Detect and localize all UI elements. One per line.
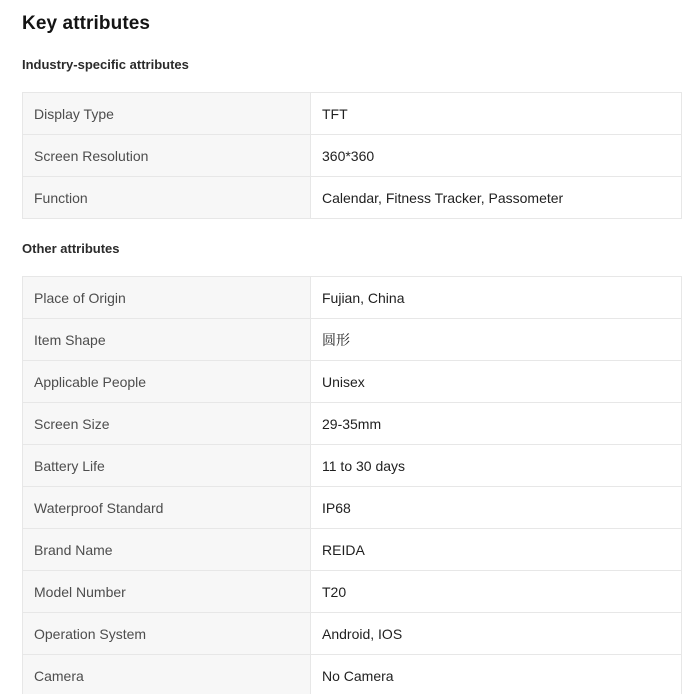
table-row: [23, 655, 682, 694]
attribute-value: Calendar, Fitness Tracker, Passometer: [311, 177, 682, 219]
attribute-label: Operation System: [23, 613, 311, 655]
attribute-label: Screen Size: [23, 403, 311, 445]
attribute-value: 圆形: [311, 319, 682, 361]
attribute-value: TFT: [311, 93, 682, 135]
attribute-label: Function: [23, 177, 311, 219]
attribute-value: 11 to 30 days: [311, 445, 682, 487]
attribute-label: Battery Life: [23, 445, 311, 487]
table-row: [23, 277, 682, 319]
section-heading-industry-specific: Industry-specific attributes: [22, 57, 189, 72]
table-row: [23, 403, 682, 445]
attribute-value: Unisex: [311, 361, 682, 403]
attribute-value: 29-35mm: [311, 403, 682, 445]
attribute-value: IP68: [311, 487, 682, 529]
attribute-value: 360*360: [311, 135, 682, 177]
attribute-value: REIDA: [311, 529, 682, 571]
table-row: [23, 487, 682, 529]
other-attributes-table: [22, 276, 682, 694]
table-row: [23, 93, 682, 135]
table-row: [23, 613, 682, 655]
attribute-label: Camera: [23, 655, 311, 694]
attribute-label: Model Number: [23, 571, 311, 613]
table-row: [23, 571, 682, 613]
industry-attributes-table: [22, 92, 682, 219]
page-title: Key attributes: [22, 13, 151, 34]
table-row: [23, 177, 682, 219]
attribute-label: Place of Origin: [23, 277, 311, 319]
attribute-label: Item Shape: [23, 319, 311, 361]
table-row: [23, 445, 682, 487]
section-heading-other: Other attributes: [22, 241, 120, 256]
table-row: [23, 361, 682, 403]
attribute-label: Screen Resolution: [23, 135, 311, 177]
attribute-value: No Camera: [311, 655, 682, 694]
attribute-label: Display Type: [23, 93, 311, 135]
table-row: [23, 529, 682, 571]
table-row: [23, 135, 682, 177]
attribute-value: T20: [311, 571, 682, 613]
table-row: [23, 319, 682, 361]
attribute-value: Fujian, China: [311, 277, 682, 319]
attribute-label: Applicable People: [23, 361, 311, 403]
attribute-label: Brand Name: [23, 529, 311, 571]
attribute-label: Waterproof Standard: [23, 487, 311, 529]
attribute-value: Android, IOS: [311, 613, 682, 655]
